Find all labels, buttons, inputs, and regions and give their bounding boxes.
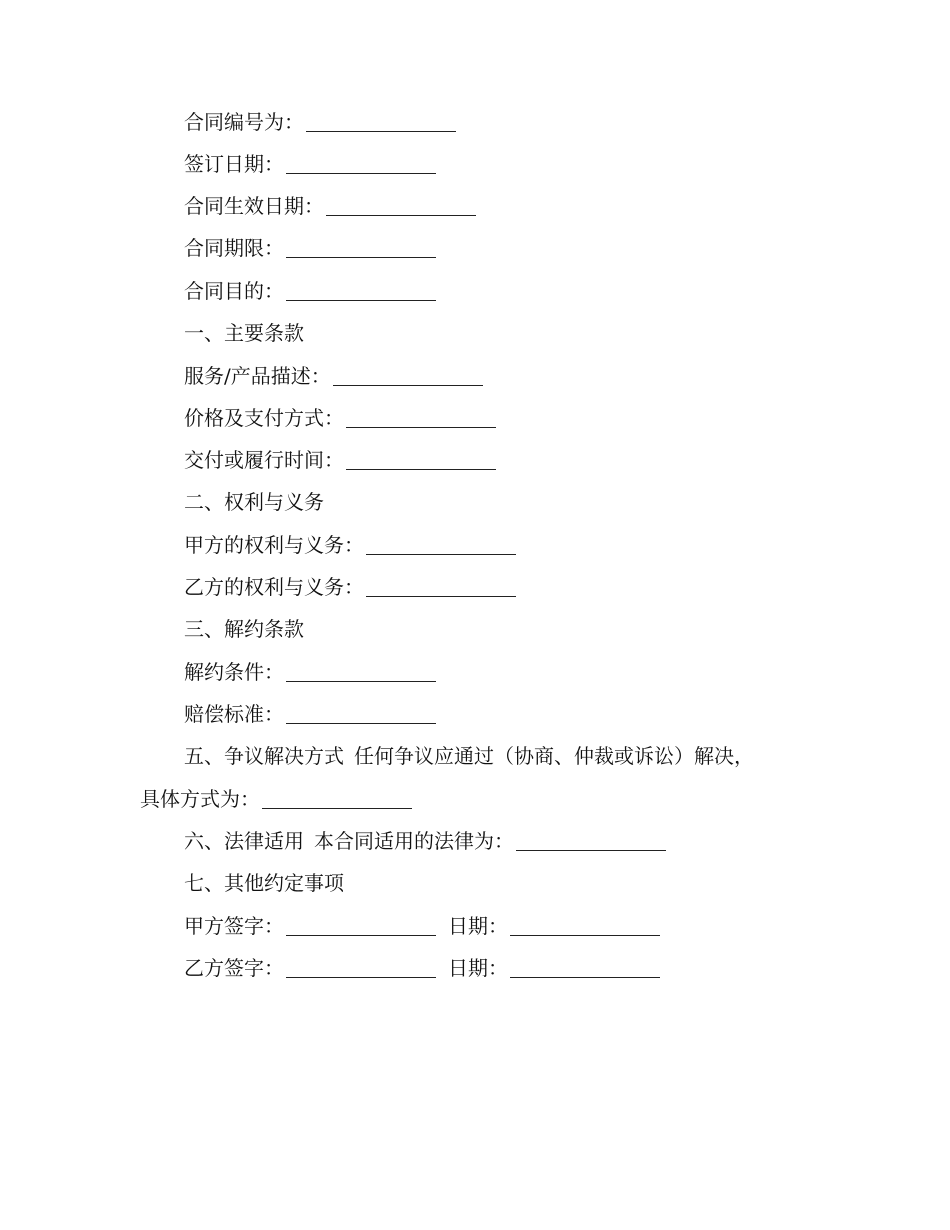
section5-heading-row [184,742,754,770]
party-b-rights-blank [366,576,516,597]
effective-date-label: 合同生效日期： [184,194,324,218]
effective-date-row [184,192,476,220]
party-b-signature-label: 乙方签字： [184,956,284,980]
party-b-signature-blank [286,957,436,978]
price-label: 价格及支付方式： [184,406,344,430]
delivery-label: 交付或履行时间： [184,448,344,472]
party-a-signature-blank [286,915,436,936]
compensation-row [184,700,436,728]
termination-conditions-row [184,658,436,686]
sign-date-blank [286,153,436,174]
termination-conditions-label: 解约条件： [184,660,284,684]
compensation-label: 赔偿标准： [184,702,284,726]
dispute-method-blank [262,788,412,809]
termination-conditions-blank [286,661,436,682]
description-label: 服务/产品描述： [184,364,331,388]
term-row [184,234,436,262]
party-b-rights-row [184,573,516,601]
section1-heading: 一、主要条款 [184,321,304,345]
section6-row [184,827,666,855]
party-a-signature-row [184,912,660,940]
section5-text: 任何争议应通过（协商、仲裁或诉讼）解决， [354,744,754,768]
party-a-rights-label: 甲方的权利与义务： [184,533,364,557]
description-row [184,362,483,390]
delivery-blank [346,449,496,470]
dispute-method-label: 具体方式为： [140,787,260,811]
contract-number-blank [306,111,456,132]
section7-heading: 七、其他约定事项 [184,871,344,895]
party-a-date-label: 日期： [448,914,508,938]
effective-date-blank [326,195,476,216]
party-b-rights-label: 乙方的权利与义务： [184,575,364,599]
party-b-date-label: 日期： [448,956,508,980]
compensation-blank [286,703,436,724]
party-a-rights-blank [366,534,516,555]
delivery-row [184,446,496,474]
sign-date-row [184,150,436,178]
price-blank [346,407,496,428]
purpose-row [184,277,436,305]
description-blank [333,365,483,386]
section5-heading: 五、争议解决方式 [184,744,344,768]
purpose-blank [286,280,436,301]
governing-law-blank [516,830,666,851]
party-a-rights-row [184,531,516,559]
contract-number-label: 合同编号为： [184,110,304,134]
section3-heading: 三、解约条款 [184,617,304,641]
term-label: 合同期限： [184,236,284,260]
dispute-method-row [140,785,412,813]
section2-heading: 二、权利与义务 [184,490,324,514]
party-b-date-blank [510,957,660,978]
price-row [184,404,496,432]
party-a-date-blank [510,915,660,936]
party-b-signature-row [184,954,660,982]
party-a-signature-label: 甲方签字： [184,914,284,938]
contract-number-row [184,108,456,136]
purpose-label: 合同目的： [184,279,284,303]
sign-date-label: 签订日期： [184,152,284,176]
governing-law-label: 本合同适用的法律为： [314,829,514,853]
term-blank [286,237,436,258]
section6-heading: 六、法律适用 [184,829,304,853]
